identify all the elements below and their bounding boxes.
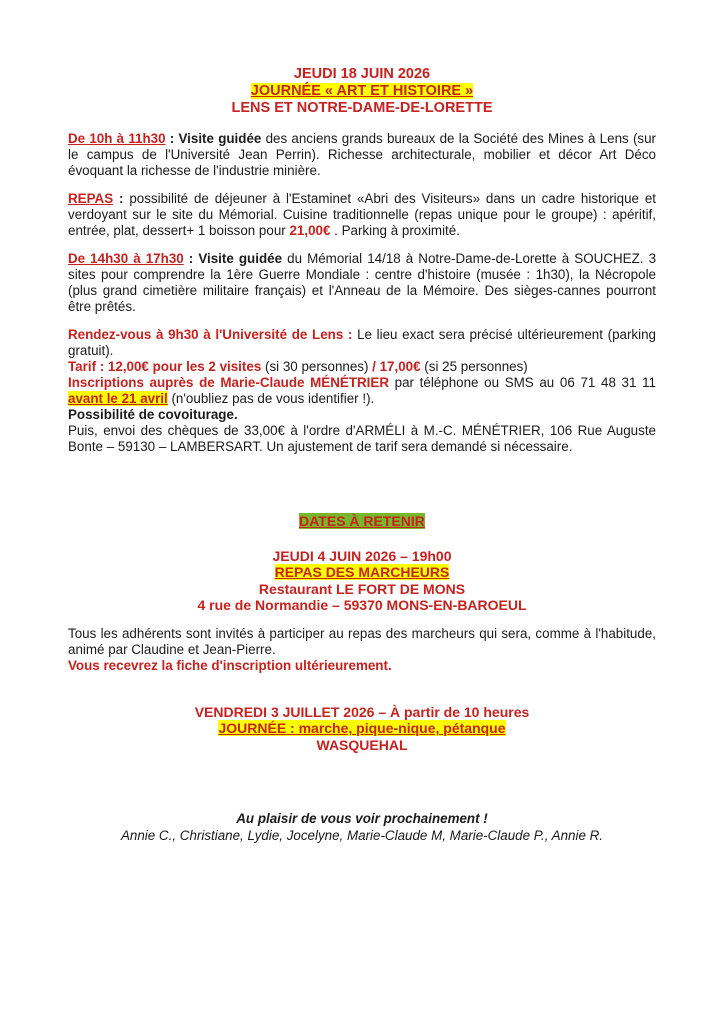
pricing-label: Tarif : 12,00€ pour les 2 visites [68, 359, 262, 374]
practical-info-block [68, 327, 656, 455]
morning-body: des anciens grands bureaux de la Société des Mines à Lens (sur le campus de l'Université Jean Perrin). Richesse architecturale, mobilier et décor Art Déco évoquant la richesse de l'industrie minière. [68, 131, 657, 178]
walkers-dinner-venue: Restaurant LE FORT DE MONS [258, 580, 466, 597]
carpool-line: Possibilité de covoiturage. [68, 407, 238, 422]
registration-line [68, 375, 656, 407]
pricing-condition-2: (si 25 personnes) [420, 359, 528, 374]
registration-deadline: avant le 21 avril [68, 391, 168, 406]
lunch-label: REPAS [68, 191, 114, 206]
meeting-point-body: Le lieu exact sera précisé ultérieurement (parking gratuit). [68, 327, 656, 358]
registration-after: (n'oubliez pas de vous identifier !). [167, 391, 375, 406]
registration-label: Inscriptions auprès de Marie-Claude MÉNÉTRIER [68, 375, 389, 390]
dates-section-heading: DATES À RETENIR [299, 513, 425, 529]
morning-colon: : [165, 131, 179, 146]
event-date-heading: JEUDI 18 JUIN 2026 [293, 66, 431, 82]
pricing-condition-1: (si 30 personnes) [261, 359, 373, 374]
lunch-paragraph [68, 191, 656, 239]
walkers-dinner-address: 4 rue de Normandie – 59370 MONS-EN-BAROEUL [197, 596, 527, 613]
lunch-body-after-price: . Parking à proximité. [330, 223, 460, 238]
picnic-day-header [68, 704, 656, 753]
dates-section-heading-row [68, 513, 656, 530]
event-header [68, 66, 656, 117]
pricing-line [68, 359, 656, 375]
event-location-heading: LENS ET NOTRE-DAME-DE-LORETTE [231, 100, 493, 116]
payment-line: Puis, envoi des chèques de 33,00€ à l'ordre d'ARMÉLI à M.-C. MÉNÉTRIER, 106 Rue Auguste Bonte – 59130 – LAMBERSART. Un ajustement de tarif sera demandé si nécessaire. [68, 423, 656, 454]
walkers-dinner-date: JEUDI 4 JUIN 2026 – 19h00 [272, 548, 452, 564]
walkers-dinner-note: Vous recevrez la fiche d'inscription ultérieurement. [68, 658, 392, 674]
meeting-point-line [68, 327, 656, 359]
walkers-dinner-body: Tous les adhérents sont invités à participer au repas des marcheurs qui sera, comme à l'habitude, animé par Claudine et Jean-Pierre. [68, 626, 656, 658]
walkers-dinner-info [68, 626, 656, 674]
afternoon-visit-paragraph [68, 251, 656, 315]
meeting-point-label: Rendez-vous à 9h30 à l'Université de Lens : [68, 327, 353, 342]
lunch-colon: : [113, 191, 130, 206]
lunch-price: 21,00€ [289, 223, 331, 238]
closing-farewell: Au plaisir de vous voir prochainement ! [236, 811, 488, 827]
closing-signatures: Annie C., Christiane, Lydie, Jocelyne, Marie-Claude M, Marie-Claude P., Annie R. [120, 828, 604, 844]
picnic-day-location: WASQUEHAL [316, 736, 408, 753]
event-title-heading: JOURNÉE « ART ET HISTOIRE » [250, 83, 474, 99]
pricing-alternative: / 17,00€ [372, 359, 421, 374]
afternoon-body: du Mémorial 14/18 à Notre-Dame-de-Lorette à SOUCHEZ. 3 sites pour comprendre la 1ère Guerre Mondiale : centre d'histoire (musée : 1h30), la Nécropole (plus grand cimetière militaire français) et l'Anneau de la Mémoire. Des sièges-cannes pourront être prêtés. [68, 251, 657, 314]
lunch-body-before-price: possibilité de déjeuner à l'Estaminet «Abri des Visiteurs» dans un cadre historique et verdoyant sur le site du Mémorial. Cuisine traditionnelle (repas unique pour le groupe) : apéritif, entrée, plat, dessert+ 1 boisson pour [68, 191, 657, 238]
picnic-day-date: VENDREDI 3 JUILLET 2026 – À partir de 10 heures [194, 704, 530, 721]
morning-visit-paragraph [68, 131, 656, 179]
afternoon-colon: : [183, 251, 199, 266]
afternoon-time-label: De 14h30 à 17h30 [68, 251, 184, 266]
picnic-day-title: JOURNÉE : marche, pique-nique, pétanque [218, 720, 506, 737]
registration-body: par téléphone ou SMS au 06 71 48 31 11 [389, 375, 656, 390]
closing-block [68, 810, 656, 844]
afternoon-lead: Visite guidée [198, 251, 283, 266]
walkers-dinner-header [68, 548, 656, 613]
walkers-dinner-title: REPAS DES MARCHEURS [274, 564, 450, 581]
morning-lead: Visite guidée [178, 131, 262, 146]
morning-time-label: De 10h à 11h30 [68, 131, 166, 146]
